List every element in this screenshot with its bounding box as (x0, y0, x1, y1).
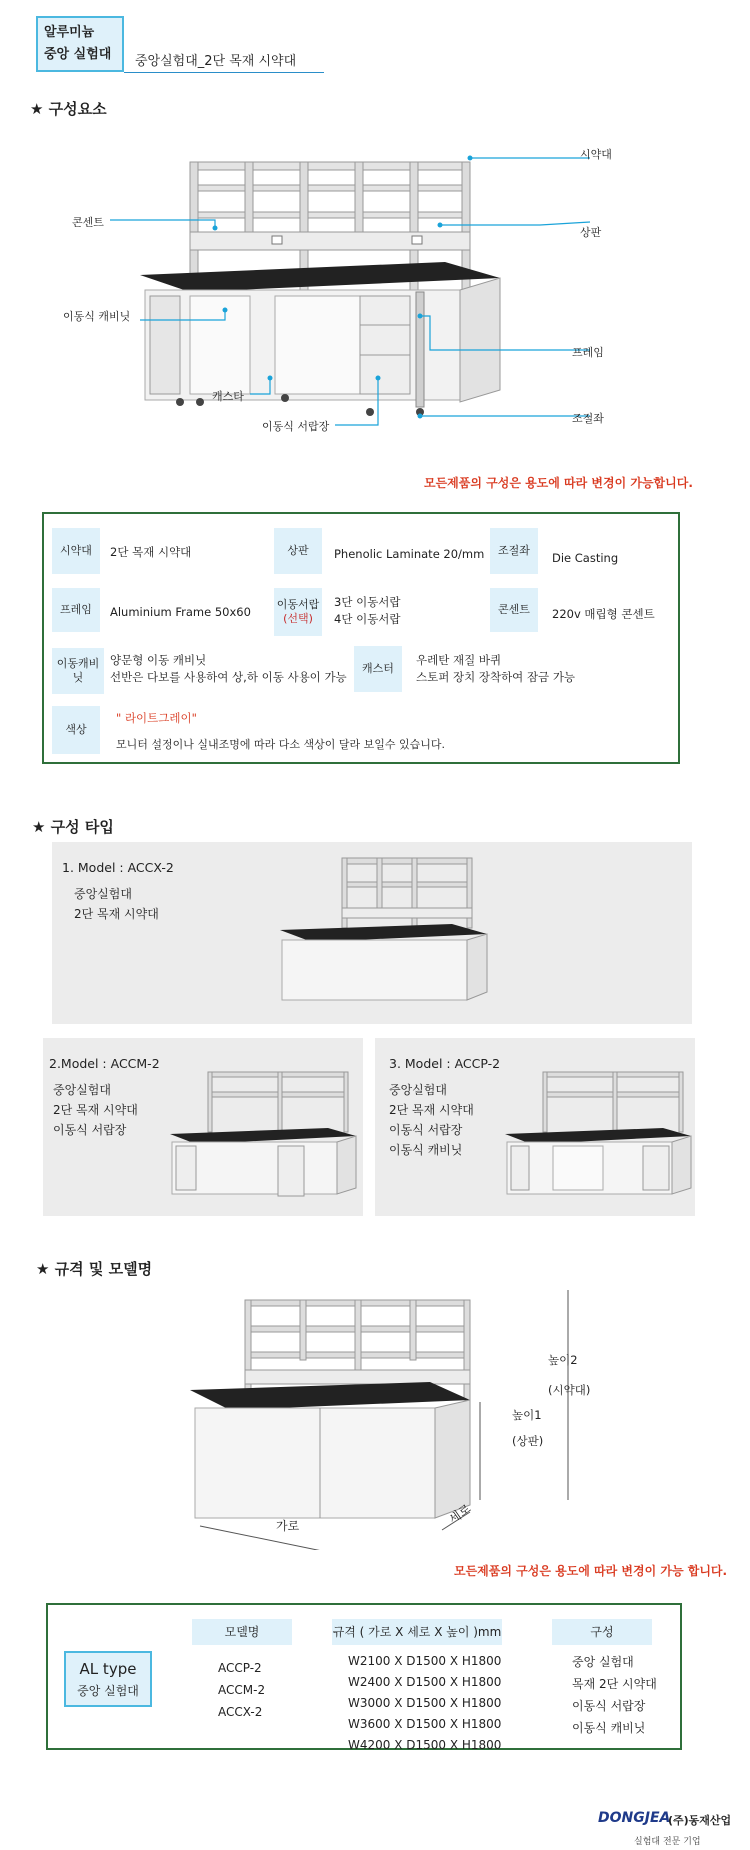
spec-val-outlet: 220v 매립형 콘센트 (552, 607, 655, 621)
spec-val-caster-1: 우레탄 재질 바퀴 (416, 653, 502, 667)
bench-base (145, 278, 500, 416)
spec-color-note: 모니터 설정이나 실내조명에 따라 다소 색상이 달라 보일수 있습니다. (116, 738, 445, 751)
header-underline (124, 72, 324, 73)
width-label: 가로 (276, 1519, 300, 1533)
callout-caster: 캐스타 (212, 390, 244, 403)
spec-val-leveler: Die Casting (552, 551, 619, 565)
model-3-line3: 이동식 서랍장 (389, 1123, 463, 1137)
model-3-line2: 2단 목재 시약대 (389, 1103, 474, 1117)
model-list (218, 1657, 265, 1723)
type-badge-line1: AL type (79, 1660, 137, 1678)
model-desc-1 (74, 884, 159, 924)
brand-logo: DONGJEA (598, 1810, 671, 1826)
spec-item: W4200 X D1500 X H1800 (348, 1738, 502, 1752)
spec-item: W2400 X D1500 X H1800 (348, 1675, 502, 1689)
model-panel-accm2 (43, 1038, 363, 1216)
header-spec: 규격 ( 가로 X 세로 X 높이 )mm (332, 1619, 502, 1645)
type-badge (64, 1651, 152, 1707)
callout-reagent: 시약대 (580, 148, 612, 161)
model-1-line1: 중앙실험대 (74, 887, 132, 901)
spec-val-drawer (334, 594, 401, 628)
model-3-illustration (503, 1068, 693, 1208)
type-badge-line2: 중앙 실험대 (77, 1684, 139, 1698)
spec-tag-top: 상판 (274, 528, 322, 574)
spec-tag-drawer-label: 이동서랍 (276, 598, 320, 611)
spec-val-caster (416, 652, 575, 686)
spec-tag-reagent: 시약대 (52, 528, 100, 574)
header-model: 모델명 (192, 1619, 292, 1645)
spec-tag-outlet: 콘센트 (490, 588, 538, 632)
spec-tag-cabinet: 이동캐비닛 (52, 648, 104, 694)
model-desc-3 (389, 1080, 474, 1160)
composition-item: 중앙 실험대 (572, 1655, 634, 1669)
spec-val-drawer-3: 3단 이동서랍 (334, 595, 401, 609)
callout-cabinet: 이동식 캐비닛 (63, 310, 131, 323)
spec-tag-caster: 캐스터 (354, 646, 402, 692)
model-item: ACCM-2 (218, 1683, 266, 1697)
height2-label: 높이2 (548, 1353, 578, 1367)
category-box (36, 16, 124, 72)
spec-tag-drawer-option: (선택) (283, 612, 313, 625)
composition-list (572, 1651, 657, 1739)
change-note-1: 모든제품의 구성은 용도에 따라 변경이 가능합니다. (424, 476, 693, 490)
model-item: ACCP-2 (218, 1661, 262, 1675)
spec-val-cabinet-2: 선반은 다보를 사용하여 상,하 이동 사용이 가능 (110, 670, 347, 684)
height1-label: 높이1 (512, 1408, 542, 1422)
spec-val-cabinet-1: 양문형 이동 캐비닛 (110, 653, 207, 667)
model-1-line2: 2단 목재 시약대 (74, 907, 159, 921)
spec-val-cabinet (110, 652, 347, 686)
spec-tag-drawer (274, 588, 322, 636)
bench-illustration-main (0, 120, 750, 440)
model-2-line3: 이동식 서랍장 (53, 1123, 127, 1137)
spec-item: W3600 X D1500 X H1800 (348, 1717, 502, 1731)
spec-list (348, 1651, 501, 1756)
model-3-line1: 중앙실험대 (389, 1083, 447, 1097)
model-name-2: 2.Model : ACCM-2 (49, 1056, 160, 1071)
header-composition: 구성 (552, 1619, 652, 1645)
model-1-illustration (272, 852, 512, 1012)
depth-label: 세로 (446, 1501, 474, 1527)
spec-table (42, 512, 680, 764)
section-title-specs: ★ 규격 및 모델명 (36, 1260, 153, 1278)
composition-item: 이동식 서랍장 (572, 1699, 646, 1713)
model-2-line1: 중앙실험대 (53, 1083, 111, 1097)
spec-val-color: " 라이트그레이" (116, 711, 197, 725)
model-spec-table (46, 1603, 682, 1750)
spec-val-frame: Aluminium Frame 50x60 (110, 605, 251, 619)
composition-item: 목재 2단 시약대 (572, 1677, 657, 1691)
callout-outlet: 콘센트 (72, 216, 104, 229)
spec-val-top: Phenolic Laminate 20/mm (334, 547, 485, 561)
callout-top: 상판 (580, 226, 602, 239)
model-panel-accp2 (375, 1038, 695, 1216)
height1-label-group (512, 1402, 543, 1454)
composition-item: 이동식 캐비닛 (572, 1721, 646, 1735)
callout-drawer: 이동식 서랍장 (262, 420, 330, 433)
brand-tagline: 실험대 전문 기업 (634, 1837, 701, 1847)
model-desc-2 (53, 1080, 138, 1140)
model-3-line4: 이동식 캐비닛 (389, 1143, 463, 1157)
model-panel-accx2 (52, 842, 692, 1024)
spec-item: W3000 X D1500 X H1800 (348, 1696, 502, 1710)
product-subtitle: 중앙실험대_2단 목재 시약대 (135, 54, 297, 69)
section-title-components: ★ 구성요소 (30, 100, 107, 118)
model-name-1: 1. Model : ACCX-2 (62, 860, 174, 875)
spec-tag-leveler: 조절좌 (490, 528, 538, 574)
category-line2: 중앙 실험대 (44, 47, 112, 62)
model-name-3: 3. Model : ACCP-2 (389, 1056, 501, 1071)
change-note-2: 모든제품의 구성은 용도에 따라 변경이 가능 합니다. (454, 1564, 728, 1578)
section-title-types: ★ 구성 타입 (32, 818, 114, 836)
spec-val-reagent: 2단 목재 시약대 (110, 545, 192, 559)
model-item: ACCX-2 (218, 1705, 263, 1719)
spec-val-caster-2: 스토퍼 장치 장착하여 잠금 가능 (416, 670, 576, 684)
model-2-line2: 2단 목재 시약대 (53, 1103, 138, 1117)
height2-sublabel: (시약대) (548, 1383, 591, 1397)
spec-item: W2100 X D1500 X H1800 (348, 1654, 502, 1668)
category-line1: 알루미늄 (44, 25, 95, 40)
model-2-illustration (168, 1068, 358, 1208)
height1-sublabel: (상판) (512, 1434, 544, 1448)
spec-tag-color: 색상 (52, 706, 100, 754)
spec-val-drawer-4: 4단 이동서랍 (334, 612, 401, 626)
callout-leveler: 조절좌 (572, 412, 604, 425)
brand-name: (주)동재산업 (668, 1814, 732, 1827)
height2-label-group (548, 1345, 590, 1405)
callout-frame: 프레임 (572, 346, 604, 359)
spec-tag-frame: 프레임 (52, 588, 100, 632)
